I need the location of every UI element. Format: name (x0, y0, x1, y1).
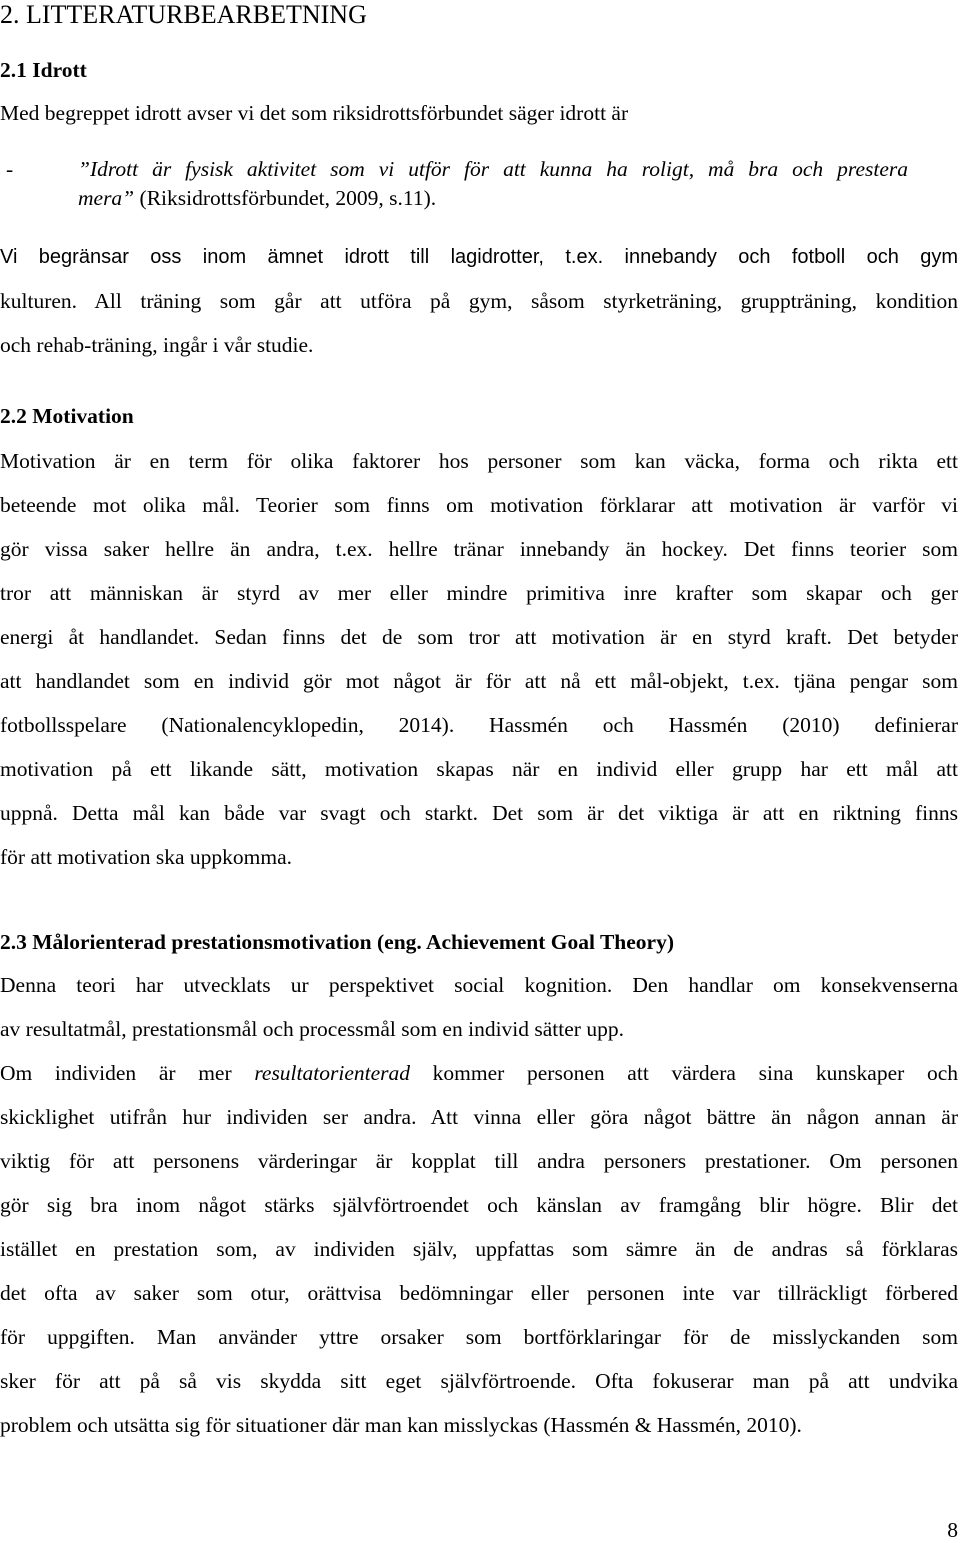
paragraph-line: sker för att på så vis skydda sitt eget självförtroende. Ofta fokuserar man på att undvika (0, 1369, 958, 1393)
paragraph-line: beteende mot olika mål. Teorier som finns om motivation förklarar att motivation är varför vi (0, 493, 958, 517)
text-segment: kommer personen att värdera sina kunskaper och (410, 1061, 958, 1085)
paragraph-line: viktig för att personens värderingar är kopplat till andra personers prestationer. Om personen (0, 1149, 958, 1173)
paragraph-line: Denna teori har utvecklats ur perspektivet social kognition. Den handlar om konsekvenserna (0, 973, 958, 997)
text-segment: Om individen är mer (0, 1061, 255, 1085)
quote-line-1: ”Idrott är fysisk aktivitet som vi utför för att kunna ha roligt, må bra och prestera (78, 157, 908, 181)
paragraph-line: det ofta av saker som otur, orättvisa bedömningar eller personen inte var tillräckligt förbered (0, 1281, 958, 1305)
paragraph-line: Med begreppet idrott avser vi det som riksidrottsförbundet säger idrott är (0, 101, 629, 125)
paragraph-line: gör vissa saker hellre än andra, t.ex. hellre tränar innebandy än hockey. Det finns teorier som (0, 537, 958, 561)
section-heading-2-3: 2.3 Målorienterad prestationsmotivation (eng. Achievement Goal Theory) (0, 930, 674, 954)
page-number: 8 (947, 1518, 958, 1542)
paragraph-line: av resultatmål, prestationsmål och processmål som en individ sätter upp. (0, 1017, 624, 1041)
paragraph-line: istället en prestation som, av individen själv, uppfattas som sämre än de andras så förklaras (0, 1237, 958, 1261)
paragraph-line-with-italic (0, 1059, 958, 1087)
bullet-dash: - (6, 157, 14, 181)
paragraph-line: för uppgiften. Man använder yttre orsaker som bortförklaringar för de misslyckanden som (0, 1325, 958, 1349)
section-heading-2-1: 2.1 Idrott (0, 58, 87, 82)
paragraph-line: för att motivation ska uppkomma. (0, 845, 292, 869)
section-heading-2-2: 2.2 Motivation (0, 404, 134, 428)
paragraph-line: Motivation är en term för olika faktorer hos personer som kan väcka, forma och rikta ett (0, 449, 958, 473)
paragraph-line: tror att människan är styrd av mer eller mindre primitiva inre krafter som skapar och ger (0, 581, 958, 605)
quote-italic-end: mera” (78, 186, 135, 210)
paragraph-line: gör sig bra inom något stärks självförtroendet och känslan av framgång blir högre. Blir det (0, 1193, 958, 1217)
paragraph-line: motivation på ett likande sätt, motivation skapas när en individ eller grupp har ett mål att (0, 757, 958, 781)
paragraph-line: fotbollsspelare (Nationalencyklopedin, 2014). Hassmén och Hassmén (2010) definierar (0, 713, 958, 737)
quote-citation: (Riksidrottsförbundet, 2009, s.11). (134, 186, 437, 210)
chapter-heading: 2. LITTERATURBEARBETNING (0, 0, 367, 29)
paragraph-line: problem och utsätta sig för situationer där man kan misslyckas (Hassmén & Hassmén, 2010). (0, 1413, 802, 1437)
italic-term: resultatorienterad (254, 1061, 410, 1085)
paragraph-line: och rehab-träning, ingår i vår studie. (0, 333, 314, 357)
paragraph-line: att handlandet som en individ gör mot något är för att nå ett mål-objekt, t.ex. tjäna pengar som (0, 669, 958, 693)
paragraph-line: kulturen. All träning som går att utföra på gym, såsom styrketräning, gruppträning, kondition (0, 289, 958, 313)
paragraph-line: skicklighet utifrån hur individen ser andra. Att vinna eller göra något bättre än någon annan är (0, 1105, 958, 1129)
paragraph-line: Vi begränsar oss inom ämnet idrott till lagidrotter, t.ex. innebandy och fotboll och gym (0, 246, 958, 268)
quote-line-2 (78, 184, 908, 212)
paragraph-line: uppnå. Detta mål kan både var svagt och starkt. Det som är det viktiga är att en riktning finns (0, 801, 958, 825)
paragraph-line: energi åt handlandet. Sedan finns det de som tror att motivation är en styrd kraft. Det betyder (0, 625, 958, 649)
